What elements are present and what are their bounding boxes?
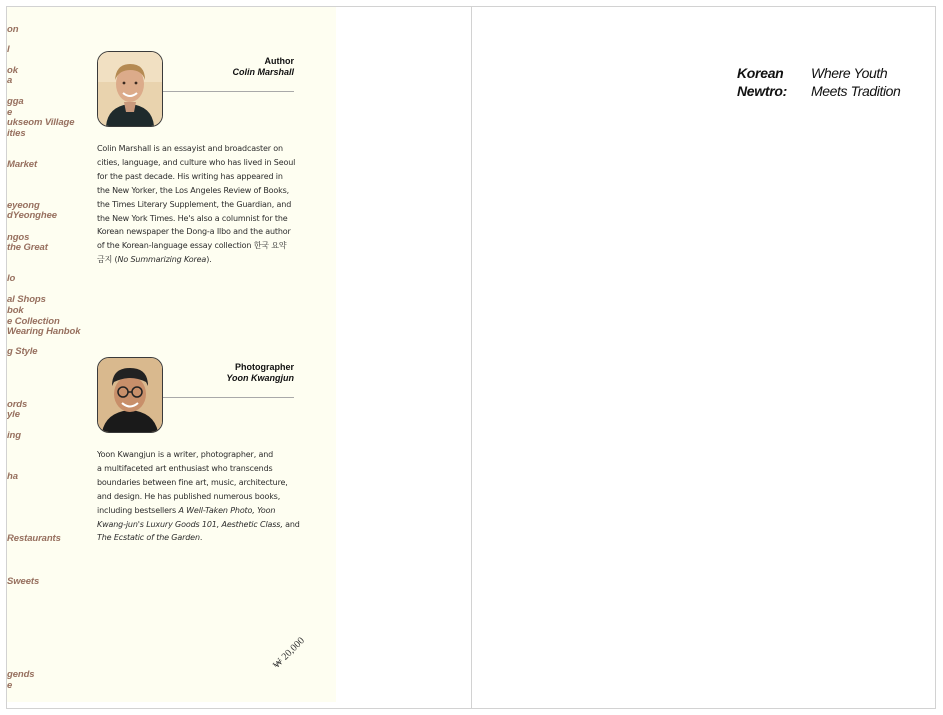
toc-entry: on [7,24,19,35]
subtitle-line: Meets Tradition [811,83,901,99]
toc-entry: e Collection [7,316,60,327]
toc-entry: Restaurants [7,533,61,544]
toc-entry: Wearing Hanbok [7,326,81,337]
book-title: Kwang-jun's Luxury Goods 101, Aesthetic Class, [97,519,283,529]
book-title: A Well-Taken Photo, Yoon [178,505,276,515]
photographer-bio-line: boundaries between fine art, music, architecture, [97,477,288,487]
photographer-bio-line [97,531,300,545]
author-bio-line: for the past decade. His writing has appeared in [97,171,283,181]
photographer-bio-line: Yoon Kwangjun is a writer, photographer, and [97,450,274,459]
toc-entry: ities [7,128,26,139]
toc-entry: bok [7,305,24,316]
title-word: Newtro: [737,83,788,99]
photographer-credit [226,362,294,384]
author-role-label: Author [264,56,294,66]
author-bio-line: the Times Literary Supplement, the Guardian, and [97,199,292,209]
photographer-divider [163,397,294,398]
toc-entry: l [7,44,10,55]
author-bio-line [97,253,295,267]
price-label: ₩ 20,000 [271,635,307,671]
author-bio-line: cities, language, and culture who has lived in Seoul [97,157,296,167]
author-portrait [97,51,163,127]
toc-entry: g Style [7,346,38,357]
toc-entry: a [7,75,13,86]
photographer-role-label: Photographer [234,362,294,372]
toc-entry: ha [7,471,18,482]
author-bio-line: the New York Times. He's also a columnist for the [97,213,288,223]
photographer-bio-line [97,504,300,518]
toc-entry: ing [7,430,21,441]
author-divider [163,91,294,92]
toc-entry: gga [7,96,24,107]
author-bio-line: of the Korean-language essay collection 한국 요약 [97,241,287,251]
toc-entry: ngos [7,232,30,243]
toc-entry: the Great [7,242,48,253]
book-title: The Ecstatic of the Garden [97,533,200,543]
toc-entry: Market [7,159,38,170]
author-bio-line: Colin Marshall is an essayist and broadcaster on [97,144,283,153]
bio-text-span: ). [206,255,212,265]
toc-entry: ukseom Village [7,117,75,128]
toc-entry: e [7,680,13,691]
toc-entry: yle [7,409,20,420]
photographer-bio-line: and design. He has published numerous books, [97,491,281,501]
title-left-column [737,64,787,100]
book-title: No Summarizing Korea [117,255,207,265]
photographer-bio-line: a multifaceted art enthusiast who transcends [97,463,273,473]
title-word: Korean [737,65,784,81]
bio-text-span: including bestsellers [97,505,179,515]
toc-entry: gends [7,669,35,680]
spine-fold-line [471,6,472,709]
subtitle-line: Where Youth [811,65,888,81]
toc-entry: ords [7,399,28,410]
bio-text-span: . [199,533,203,543]
author-name: Colin Marshall [232,67,294,77]
bio-text-span: 금지 ( [97,255,118,265]
photographer-bio-line [97,518,300,532]
author-bio [97,142,295,267]
photographer-bio [97,448,300,545]
toc-entry: ok [7,65,18,76]
bio-text-span: and [282,519,300,529]
toc-entry: eyeong [7,200,40,211]
photographer-name: Yoon Kwangjun [226,373,294,383]
title-right-column [811,64,900,100]
toc-entry: al Shops [7,294,46,305]
toc-entry: Sweets [7,576,40,587]
author-bio-line: the New Yorker, the Los Angeles Review of Books, [97,185,290,195]
author-credit [232,56,294,78]
toc-entry: lo [7,273,16,284]
table-of-contents-strip [7,7,97,707]
author-bio-line: Korean newspaper the Dong-a Ilbo and the author [97,227,291,237]
photographer-portrait [97,357,163,433]
toc-entry: e [7,107,13,118]
toc-entry: dYeonghee [7,210,57,221]
